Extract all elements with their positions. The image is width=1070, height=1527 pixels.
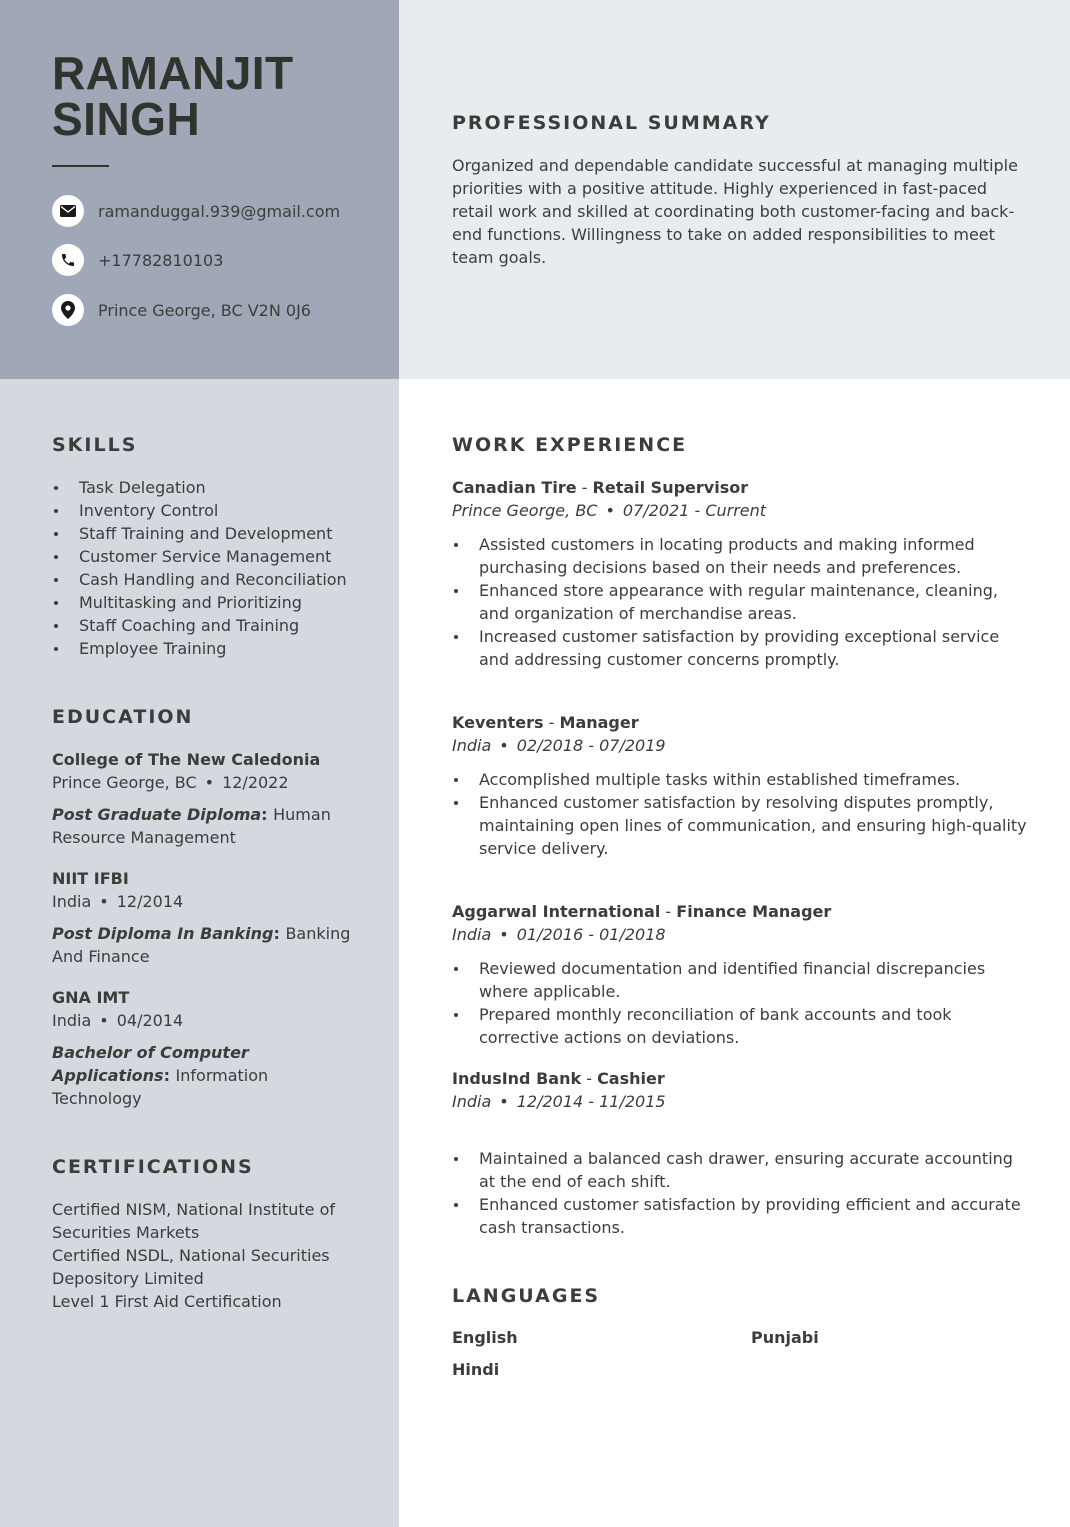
job-bullets (452, 957, 1032, 1049)
education-degree-line: Bachelor of Computer Applications: Information Technology (52, 1043, 269, 1108)
certification-item: Certified NSDL, National Securities Depository Limited (52, 1246, 330, 1288)
education-field: Human Resource Management (52, 805, 331, 847)
certification-item: Level 1 First Aid Certification (52, 1292, 282, 1311)
job-entry (452, 1067, 1032, 1239)
education-school: NIIT IFBI (52, 869, 129, 888)
job-bullet: Prepared monthly reconciliation of bank accounts and took corrective actions on deviations. (452, 1003, 1032, 1049)
job-bullet: Reviewed documentation and identified financial discrepancies where applicable. (452, 957, 1032, 1003)
education-entry (52, 986, 352, 1110)
separator-dot: • (204, 773, 215, 792)
education-meta (52, 771, 352, 794)
job-title-line: Canadian Tire - Retail Supervisor (452, 478, 749, 497)
job-bullet: Maintained a balanced cash drawer, ensuring accurate accounting at the end of each shift. (452, 1147, 1032, 1193)
skills-heading: SKILLS (52, 434, 138, 456)
language-item: Punjabi (751, 1328, 819, 1347)
summary-heading: PROFESSIONAL SUMMARY (452, 112, 771, 134)
education-date: 12/2022 (222, 773, 289, 792)
first-name: RAMANJIT (52, 47, 294, 99)
education-heading: EDUCATION (52, 706, 194, 728)
job-meta (452, 1090, 1032, 1113)
certification-item: Certified NISM, National Institute of Securities Markets (52, 1200, 336, 1242)
skill-item: Customer Service Management (52, 545, 382, 568)
envelope-icon (52, 195, 84, 227)
job-company: IndusInd Bank (452, 1069, 582, 1088)
education-entry (52, 748, 352, 849)
skill-item: Employee Training (52, 637, 382, 660)
contact-email-row (52, 195, 340, 227)
contact-email[interactable]: ramanduggal.939@gmail.com (98, 201, 341, 221)
language-item: Hindi (452, 1360, 500, 1379)
education-degree-line: Post Diploma In Banking: Banking And Finance (52, 924, 351, 966)
job-entry (452, 476, 1032, 671)
job-meta (452, 734, 1032, 757)
skill-item: Cash Handling and Reconciliation (52, 568, 382, 591)
job-bullet: Increased customer satisfaction by providing exceptional service and addressing customer concerns promptly. (452, 625, 1032, 671)
education-degree-line: Post Graduate Diploma: Human Resource Management (52, 805, 331, 847)
job-entry (452, 900, 1032, 1049)
name-divider (52, 165, 109, 167)
job-dates: 02/2018 - 07/2019 (516, 736, 666, 755)
skill-item: Multitasking and Prioritizing (52, 591, 382, 614)
job-bullet: Accomplished multiple tasks within established timeframes. (452, 768, 1032, 791)
job-role: Retail Supervisor (592, 478, 749, 497)
education-degree: Post Graduate Diploma (52, 805, 262, 824)
education-field: Banking And Finance (52, 924, 351, 966)
education-date: 12/2014 (116, 892, 184, 911)
job-title-line: Aggarwal International - Finance Manager (452, 902, 832, 921)
job-entry (452, 711, 1032, 860)
job-bullets (452, 768, 1032, 860)
education-meta (52, 1009, 352, 1032)
job-bullet: Assisted customers in locating products and making informed purchasing decisions based on their needs and preferences. (452, 533, 1032, 579)
job-bullet: Enhanced customer satisfaction by providing efficient and accurate cash transactions. (452, 1193, 1032, 1239)
education-date: 04/2014 (116, 1011, 184, 1030)
job-role: Finance Manager (676, 902, 832, 921)
last-name: SINGH (52, 93, 201, 145)
job-company: Canadian Tire (452, 478, 577, 497)
job-dates: 12/2014 - 11/2015 (516, 1092, 666, 1111)
education-degree: Bachelor of Computer Applications (52, 1043, 249, 1085)
education-degree: Post Diploma In Banking (52, 924, 274, 943)
education-location: India (52, 892, 92, 911)
contact-location: Prince George, BC V2N 0J6 (98, 300, 311, 320)
job-location: India (452, 925, 492, 944)
education-field: Information Technology (52, 1066, 269, 1108)
job-location: Prince George, BC (452, 501, 598, 520)
contact-location-row (52, 294, 311, 326)
certifications-list (52, 1198, 357, 1313)
education-school: College of The New Caledonia (52, 750, 321, 769)
summary-text: Organized and dependable candidate successful at managing multiple priorities with a positive attitude. Highly experienced in fast-paced retail work and skilled at coordinating both customer-facing and back-end functions. Willingness to take on added responsibilities to meet team goals. (452, 156, 1018, 267)
skills-list (52, 476, 382, 660)
skill-item: Staff Coaching and Training (52, 614, 382, 637)
separator-dot: • (499, 1092, 509, 1111)
job-bullet: Enhanced customer satisfaction by resolving disputes promptly, maintaining open lines of communication, and ensuring high-quality service delivery. (452, 791, 1032, 860)
separator-dot: • (499, 925, 509, 944)
language-item: English (452, 1328, 518, 1347)
education-school: GNA IMT (52, 988, 130, 1007)
languages-heading: LANGUAGES (452, 1285, 601, 1307)
candidate-name (52, 47, 294, 145)
job-meta (452, 923, 1032, 946)
job-meta (452, 499, 1032, 522)
separator-dot: • (99, 1011, 109, 1030)
job-bullets (452, 533, 1032, 671)
job-bullets (452, 1147, 1032, 1239)
job-role: Cashier (597, 1069, 665, 1088)
job-title-line: IndusInd Bank - Cashier (452, 1069, 665, 1088)
job-location: India (452, 1092, 492, 1111)
separator-dot: • (499, 736, 509, 755)
contact-phone-row (52, 244, 223, 276)
skill-item: Task Delegation (52, 476, 382, 499)
skill-item: Staff Training and Development (52, 522, 382, 545)
job-location: India (452, 736, 492, 755)
map-pin-icon (52, 294, 84, 326)
job-role: Manager (559, 713, 639, 732)
job-company: Keventers (452, 713, 544, 732)
separator-dot: • (99, 892, 109, 911)
experience-heading: WORK EXPERIENCE (452, 434, 688, 456)
job-title-line: Keventers - Manager (452, 713, 639, 732)
education-entry (52, 867, 352, 968)
job-dates: 01/2016 - 01/2018 (516, 925, 666, 944)
phone-icon (52, 244, 84, 276)
contact-phone[interactable]: +17782810103 (98, 250, 224, 270)
skill-item: Inventory Control (52, 499, 382, 522)
job-company: Aggarwal International (452, 902, 661, 921)
education-location: India (52, 1011, 92, 1030)
job-dates: 07/2021 - Current (622, 501, 767, 520)
job-bullet: Enhanced store appearance with regular maintenance, cleaning, and organization of merchandise areas. (452, 579, 1032, 625)
certifications-heading: CERTIFICATIONS (52, 1156, 254, 1178)
education-meta (52, 890, 352, 913)
education-location: Prince George, BC (52, 773, 197, 792)
separator-dot: • (605, 501, 615, 520)
